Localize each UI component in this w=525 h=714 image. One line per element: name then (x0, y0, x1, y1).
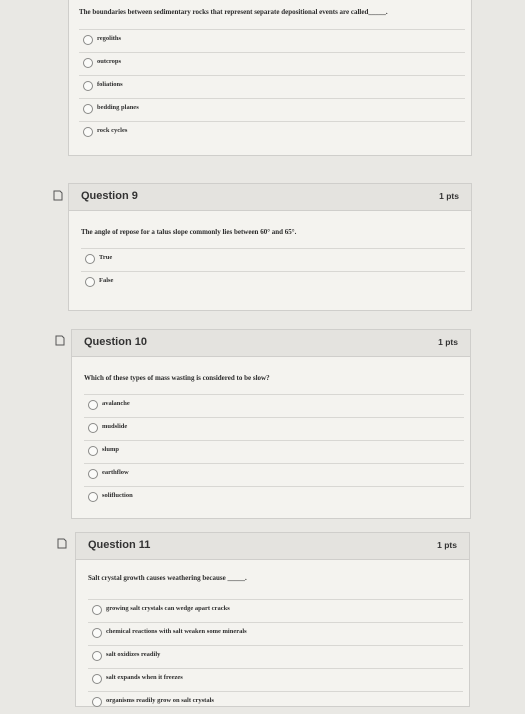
answer-label: solifluction (102, 492, 133, 499)
question-11-answers (88, 599, 463, 714)
answer-label: salt expands when it freezes (106, 674, 183, 681)
answer-label: mudslide (102, 423, 128, 430)
question-title: Question 11 (88, 539, 151, 551)
answer-regoliths[interactable] (79, 29, 465, 52)
radio-button[interactable] (83, 58, 93, 68)
answer-avalanche[interactable] (84, 394, 464, 417)
answer-chemical-reactions[interactable] (88, 622, 463, 645)
radio-button[interactable] (92, 651, 102, 661)
answer-label: bedding planes (97, 104, 139, 111)
answer-label: foliations (97, 81, 123, 88)
question-8-text: The boundaries between sedimentary rocks that represent separate depositional events are called_____. (79, 8, 388, 16)
question-10-text: Which of these types of mass wasting is considered to be slow? (84, 374, 270, 382)
question-9-text: The angle of repose for a talus slope commonly lies between 60° and 65°. (81, 228, 297, 236)
radio-button[interactable] (85, 277, 95, 287)
answer-organisms-grow[interactable] (88, 691, 463, 714)
radio-button[interactable] (92, 605, 102, 615)
answer-false[interactable] (81, 271, 465, 294)
radio-button[interactable] (85, 254, 95, 264)
radio-button[interactable] (88, 492, 98, 502)
question-10-card (71, 329, 471, 519)
radio-button[interactable] (83, 35, 93, 45)
answer-slump[interactable] (84, 440, 464, 463)
flag-icon[interactable] (55, 335, 65, 346)
answer-label: chemical reactions with salt weaken some minerals (106, 628, 247, 635)
answer-salt-expands[interactable] (88, 668, 463, 691)
answer-label: slump (102, 446, 119, 453)
question-title: Question 9 (81, 190, 138, 202)
question-points: 1 pts (438, 337, 458, 347)
answer-growing-salt-crystals[interactable] (88, 599, 463, 622)
question-11-text: Salt crystal growth causes weathering because _____. (88, 574, 247, 582)
question-11-header (76, 533, 469, 560)
answer-label: salt oxidizes readily (106, 651, 161, 658)
flag-icon[interactable] (57, 538, 67, 549)
answer-label: False (99, 277, 114, 284)
radio-button[interactable] (92, 628, 102, 638)
question-8-answers (79, 29, 465, 144)
answer-true[interactable] (81, 248, 465, 271)
answer-foliations[interactable] (79, 75, 465, 98)
radio-button[interactable] (92, 697, 102, 707)
answer-label: outcrops (97, 58, 122, 65)
question-10-answers (84, 394, 464, 509)
radio-button[interactable] (88, 400, 98, 410)
answer-solifluction[interactable] (84, 486, 464, 509)
flag-icon[interactable] (53, 190, 63, 201)
answer-label: regoliths (97, 35, 122, 42)
answer-outcrops[interactable] (79, 52, 465, 75)
answer-label: avalanche (102, 400, 130, 407)
question-11-card (75, 532, 470, 707)
answer-label: organisms readily grow on salt crystals (106, 697, 214, 704)
radio-button[interactable] (92, 674, 102, 684)
answer-salt-oxidizes[interactable] (88, 645, 463, 668)
question-9-answers (81, 248, 465, 294)
radio-button[interactable] (83, 104, 93, 114)
radio-button[interactable] (83, 81, 93, 91)
answer-rock-cycles[interactable] (79, 121, 465, 144)
answer-earthflow[interactable] (84, 463, 464, 486)
answer-label: rock cycles (97, 127, 128, 134)
radio-button[interactable] (83, 127, 93, 137)
answer-label: earthflow (102, 469, 129, 476)
answer-label: growing salt crystals can wedge apart cracks (106, 605, 230, 612)
question-8-card (68, 0, 472, 156)
radio-button[interactable] (88, 446, 98, 456)
question-points: 1 pts (439, 191, 459, 201)
question-points: 1 pts (437, 540, 457, 550)
radio-button[interactable] (88, 423, 98, 433)
answer-mudslide[interactable] (84, 417, 464, 440)
question-9-header (69, 184, 471, 211)
question-10-header (72, 330, 470, 357)
answer-label: True (99, 254, 113, 261)
question-title: Question 10 (84, 336, 147, 348)
answer-bedding-planes[interactable] (79, 98, 465, 121)
question-9-card (68, 183, 472, 311)
radio-button[interactable] (88, 469, 98, 479)
